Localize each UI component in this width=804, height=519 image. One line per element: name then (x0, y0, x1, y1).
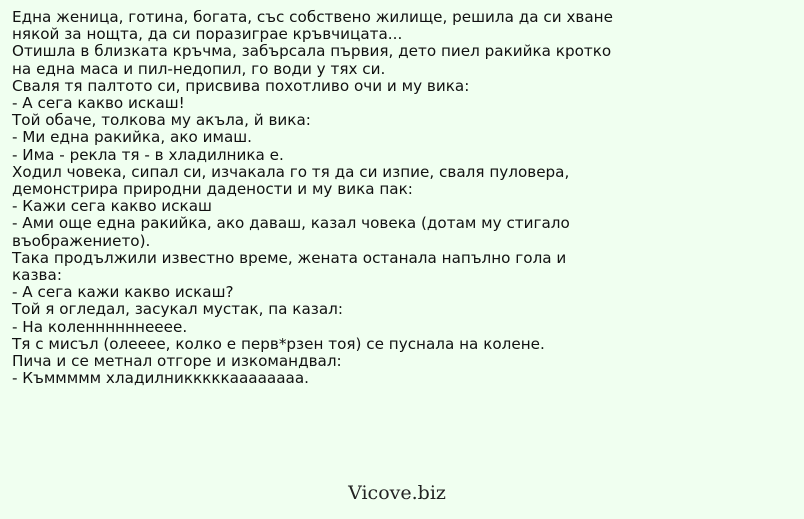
joke-line: - Кажи сега какво искаш (12, 197, 212, 216)
joke-line: - Има - рекла тя - в хладилника е. (12, 145, 284, 164)
joke-line: - Ами още една ракийка, ако даваш, казал човека (дотам му стигало (12, 214, 570, 233)
joke-text (12, 8, 613, 388)
joke-line: въображението). (12, 231, 151, 250)
joke-line: казва: (12, 266, 62, 285)
joke-line: - А сега кажи какво искаш? (12, 283, 234, 302)
joke-line: Той обаче, толкова му акъла, й вика: (12, 111, 311, 130)
joke-line: - А сега какво искаш! (12, 94, 185, 113)
joke-line: - Ми една ракийка, ако имаш. (12, 128, 252, 147)
joke-line: демонстрира природни дадености и му вика пак: (12, 180, 413, 199)
joke-line: - Къммммм хладилникккккаааааааа. (12, 369, 309, 388)
joke-line: Така продължили известно време, жената останала напълно гола и (12, 248, 567, 267)
joke-line: Една женица, готина, богата, със собствено жилище, решила да си хване (12, 8, 613, 26)
joke-line: на една маса и пил-недопил, го води у тях си. (12, 59, 386, 78)
joke-line: Отишла в близката кръчма, забърсала първия, дето пиел ракийка кротко (12, 42, 612, 61)
joke-line: - На коленнннннееее. (12, 317, 188, 336)
joke-line: Той я огледал, засукал мустак, па казал: (12, 300, 343, 319)
joke-line: някой за нощта, да си поразиграе кръвчицата... (12, 25, 403, 44)
joke-line: Пича и се метнал отгоре и изкомандвал: (12, 352, 342, 371)
joke-line: Ходил човека, сипал си, изчакала го тя да си изпие, сваля пуловера, (12, 162, 570, 181)
joke-line: Тя с мисъл (олееее, колко е перв*рзен тоя) се пуснала на колене. (12, 334, 545, 353)
joke-line: Сваля тя палтото си, присвива похотливо очи и му вика: (12, 76, 470, 95)
site-watermark: Vicove.biz (348, 482, 446, 504)
